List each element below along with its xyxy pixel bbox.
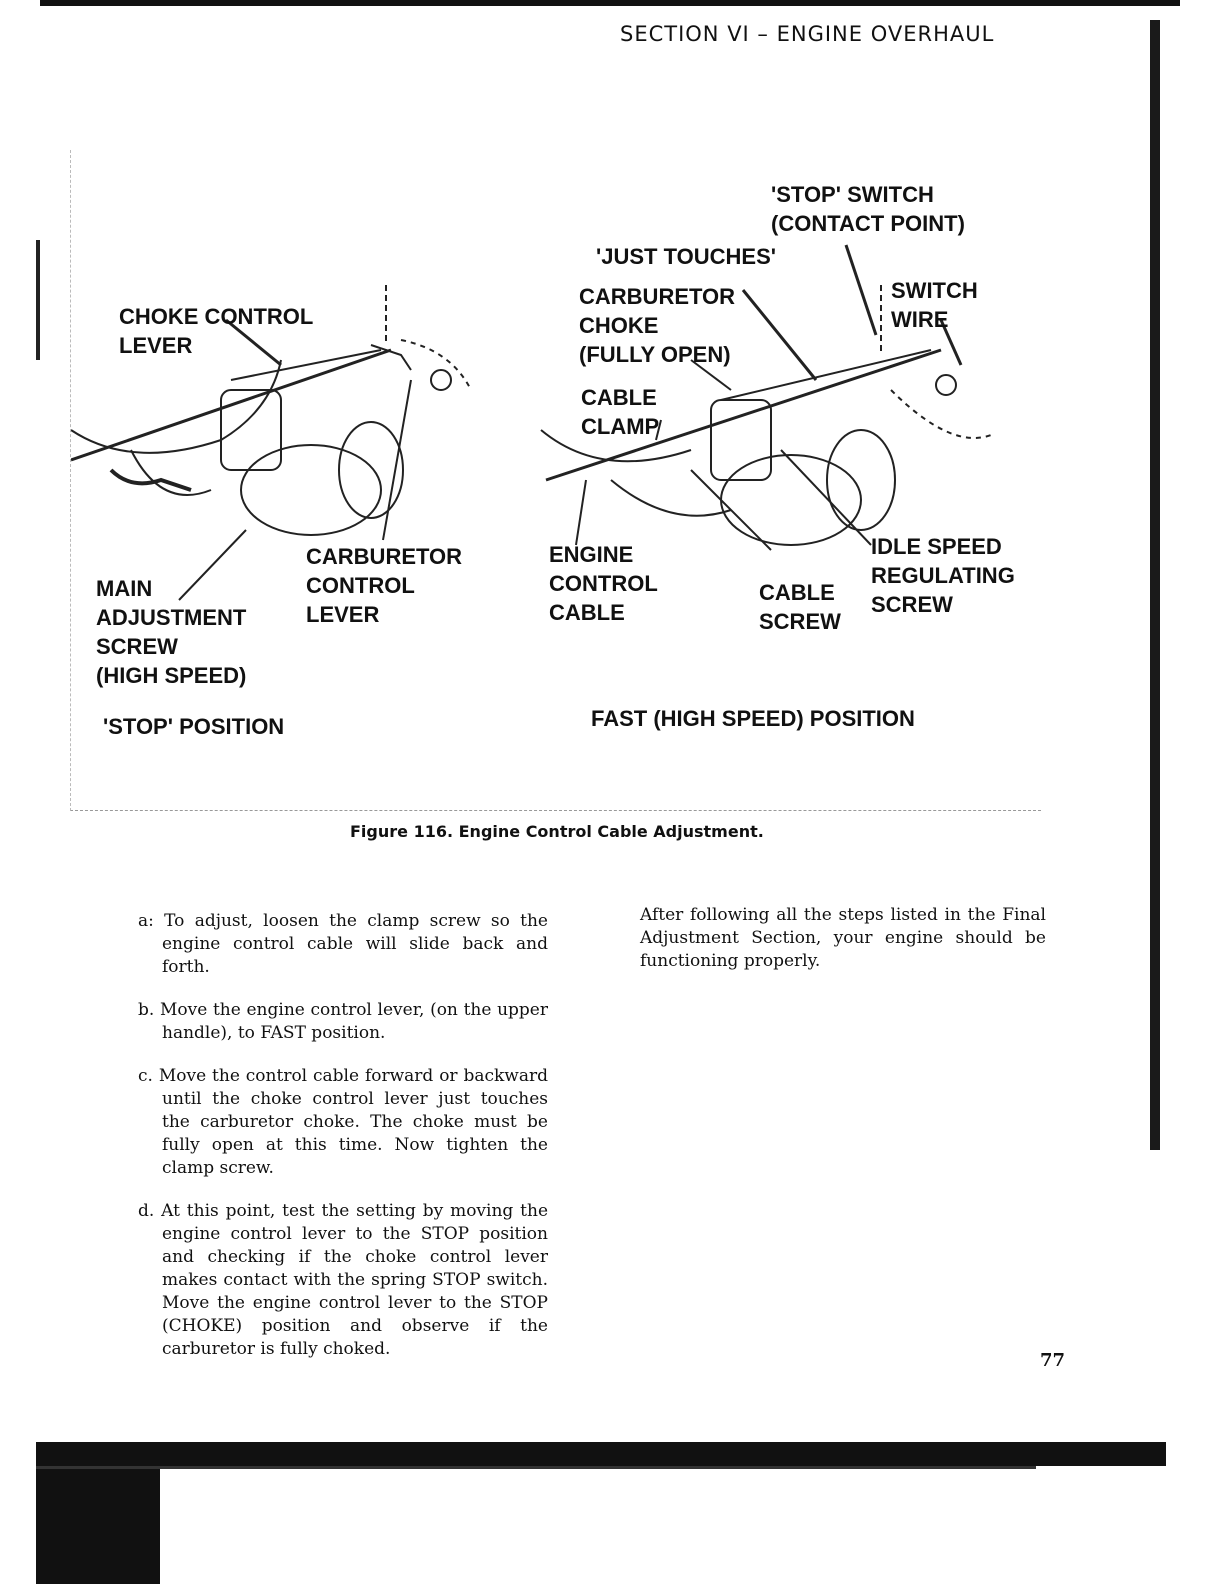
label-carburetor-control-lever: CARBURETOR CONTROL LEVER (306, 544, 463, 627)
left-air-filter (339, 422, 403, 518)
step-b: b. Move the engine control lever, (on the upper handle), to FAST position. (138, 1000, 548, 1043)
right-dashed-detail (891, 390, 991, 438)
figure-116 (70, 150, 1041, 811)
label-switch-wire: SWITCH WIRE (891, 278, 978, 332)
callout-cable-screw (691, 470, 771, 550)
closing-paragraph: After following all the steps listed in the Final Adjustment Section, your engine should be functioning properly. (640, 905, 1046, 971)
label-stop-position: 'STOP' POSITION (103, 714, 285, 739)
left-tank-outline (71, 360, 281, 453)
label-idle-speed-screw: IDLE SPEED REGULATING SCREW (871, 534, 1015, 617)
figure-caption: Figure 116. Engine Control Cable Adjustment. (350, 822, 764, 841)
right-bowl (611, 480, 731, 516)
scan-corner (36, 1442, 160, 1584)
left-carburetor-body (241, 445, 381, 535)
scan-edge-bottom (36, 1442, 1166, 1466)
left-lever (371, 345, 411, 370)
left-control-cable (71, 350, 391, 460)
left-carb-block (221, 390, 281, 470)
step-c: c. Move the control cable forward or backward until the choke control lever just touches the carburetor choke. The choke must be fully open at this time. Now tighten the clamp screw. (138, 1066, 548, 1178)
right-carburetor-body (721, 455, 861, 545)
right-switch-circle (936, 375, 956, 395)
section-title: SECTION VI – ENGINE OVERHAUL (620, 22, 995, 46)
scan-edge-left (36, 240, 40, 360)
callout-stop-switch (846, 245, 876, 335)
label-main-adjustment-screw: MAIN ADJUSTMENT SCREW (HIGH SPEED) (96, 576, 247, 688)
label-cable-clamp: CABLE CLAMP (581, 385, 660, 439)
right-linkage-rod (721, 350, 931, 400)
scan-edge-right (1150, 20, 1160, 1150)
scan-edge-line (36, 1466, 1036, 1469)
callout-carb-choke (743, 290, 816, 380)
label-choke-control-lever: CHOKE CONTROL LEVER (119, 304, 314, 358)
left-switch-circle (431, 370, 451, 390)
label-just-touches: 'JUST TOUCHES' (596, 244, 776, 269)
label-stop-switch: 'STOP' SWITCH (CONTACT POINT) (771, 182, 965, 236)
callout-carb-lever (383, 380, 411, 540)
callout-engine-cable (576, 480, 586, 545)
step-a: a: To adjust, loosen the clamp screw so the engine control cable will slide back and forth. (138, 911, 548, 977)
steps-list (138, 910, 548, 1381)
label-engine-control-cable: ENGINE CONTROL CABLE (549, 542, 658, 625)
scan-edge-top (40, 0, 1180, 6)
label-fast-position: FAST (HIGH SPEED) POSITION (591, 706, 915, 731)
label-carburetor-choke: CARBURETOR CHOKE (FULLY OPEN) (579, 284, 736, 367)
right-air-filter (827, 430, 895, 530)
label-cable-screw: CABLE SCREW (759, 580, 841, 634)
page-number: 77 (1040, 1350, 1066, 1371)
callout-idle-screw (781, 450, 871, 545)
step-d: d. At this point, test the setting by moving the engine control lever to the STOP position and checking if the choke control lever makes contact with the spring STOP switch. Move the engine control lever to the STOP (CHOKE) position and observe if the carburetor is fully choked. (138, 1201, 548, 1359)
left-bowl (131, 450, 211, 495)
